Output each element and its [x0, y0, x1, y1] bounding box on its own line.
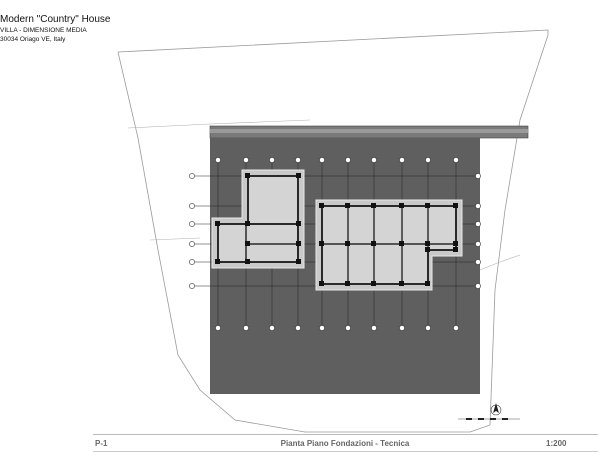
project-location: 30034 Oriago VE, Italy — [0, 36, 66, 43]
contour-line — [480, 255, 520, 270]
project-title: Modern "Country" House — [0, 14, 111, 25]
lot-boundary-east — [490, 35, 548, 425]
contour-line — [150, 238, 200, 240]
sheet-scale: 1:200 — [546, 439, 567, 448]
project-type: VILLA - DIMENSIONE MEDIA — [0, 27, 87, 34]
sheet-title: Pianta Piano Fondazioni - Tecnica — [280, 439, 410, 448]
north-arrow-icon — [491, 403, 501, 415]
footer-rule-bottom — [93, 451, 598, 452]
scale-bar — [458, 418, 520, 420]
sheet-number: P-1 — [95, 439, 108, 448]
footer-rule — [93, 434, 598, 435]
lot-boundary — [118, 30, 548, 52]
boundary-wall-cap — [210, 129, 528, 133]
